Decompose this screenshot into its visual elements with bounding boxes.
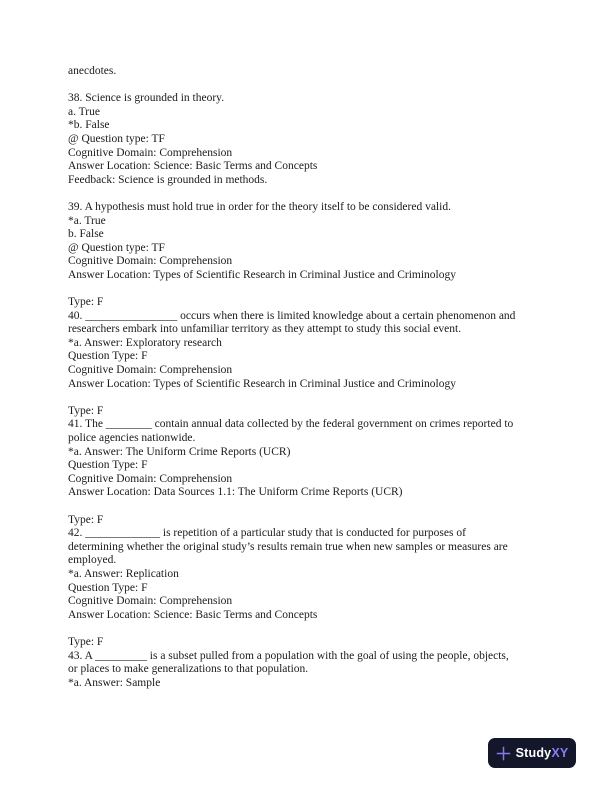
text-line: Answer Location: Science: Basic Terms and Concepts xyxy=(68,160,318,173)
text-line: Cognitive Domain: Comprehension xyxy=(68,595,233,608)
studyxy-logo xyxy=(488,738,576,768)
logo-text-xy: XY xyxy=(551,746,569,760)
text-line: Question Type: F xyxy=(68,581,148,594)
question-block xyxy=(68,296,546,391)
plus-icon xyxy=(496,746,511,761)
text-line: *a. Answer: Sample xyxy=(68,676,161,689)
text-line: *a. Answer: Exploratory research xyxy=(68,336,222,349)
text-line: @ Question type: TF xyxy=(68,241,165,254)
text-line: 40. ________________ occurs when there is limited knowledge about a certain phenomenon and xyxy=(68,309,516,322)
text-line: Cognitive Domain: Comprehension xyxy=(68,255,233,268)
question-block xyxy=(68,514,546,623)
text-line: Answer Location: Science: Basic Terms and Concepts xyxy=(68,608,318,621)
text-line: *b. False xyxy=(68,119,110,132)
text-line: researchers embark into unfamiliar territory as they attempt to study this social event. xyxy=(68,323,462,336)
text-line: Type: F xyxy=(68,635,104,648)
text-line: 42. _____________ is repetition of a particular study that is conducted for purposes of xyxy=(68,527,466,540)
question-block xyxy=(68,405,546,500)
text-line: Type: F xyxy=(68,296,104,309)
text-line: Type: F xyxy=(68,404,104,417)
text-line: Answer Location: Types of Scientific Research in Criminal Justice and Criminology xyxy=(68,268,456,281)
text-line: a. True xyxy=(68,105,100,118)
text-line: 43. A _________ is a subset pulled from a population with the goal of using the people, objects, xyxy=(68,649,509,662)
text-line: *a. Answer: The Uniform Crime Reports (UCR) xyxy=(68,445,291,458)
question-block xyxy=(68,65,546,79)
question-block xyxy=(68,92,546,187)
text-line: Question Type: F xyxy=(68,459,148,472)
text-line: Cognitive Domain: Comprehension xyxy=(68,472,233,485)
logo-text-study: Study xyxy=(515,746,552,760)
text-line: 41. The ________ contain annual data collected by the federal government on crimes reported to xyxy=(68,418,514,431)
text-line: police agencies nationwide. xyxy=(68,432,196,445)
text-line: employed. xyxy=(68,554,117,567)
text-line: Answer Location: Types of Scientific Research in Criminal Justice and Criminology xyxy=(68,377,456,390)
text-line: or places to make generalizations to that population. xyxy=(68,663,309,676)
text-line: b. False xyxy=(68,228,104,241)
text-line: *a. True xyxy=(68,214,106,227)
text-line: Type: F xyxy=(68,513,104,526)
text-line: 39. A hypothesis must hold true in order for the theory itself to be considered valid. xyxy=(68,200,451,213)
text-line: anecdotes. xyxy=(68,65,117,77)
text-line: determining whether the original study’s results remain true when new samples or measures are xyxy=(68,540,508,553)
text-line: *a. Answer: Replication xyxy=(68,567,179,580)
text-line: Cognitive Domain: Comprehension xyxy=(68,146,233,159)
question-block xyxy=(68,201,546,283)
document-blocks xyxy=(68,65,546,704)
text-line: Question Type: F xyxy=(68,350,148,363)
logo-wordmark xyxy=(516,746,569,760)
text-line: 38. Science is grounded in theory. xyxy=(68,92,225,105)
text-line: Answer Location: Data Sources 1.1: The Uniform Crime Reports (UCR) xyxy=(68,486,403,499)
text-line: @ Question type: TF xyxy=(68,132,165,145)
question-block xyxy=(68,636,546,690)
text-line: Feedback: Science is grounded in methods. xyxy=(68,173,268,186)
text-line: Cognitive Domain: Comprehension xyxy=(68,364,233,377)
